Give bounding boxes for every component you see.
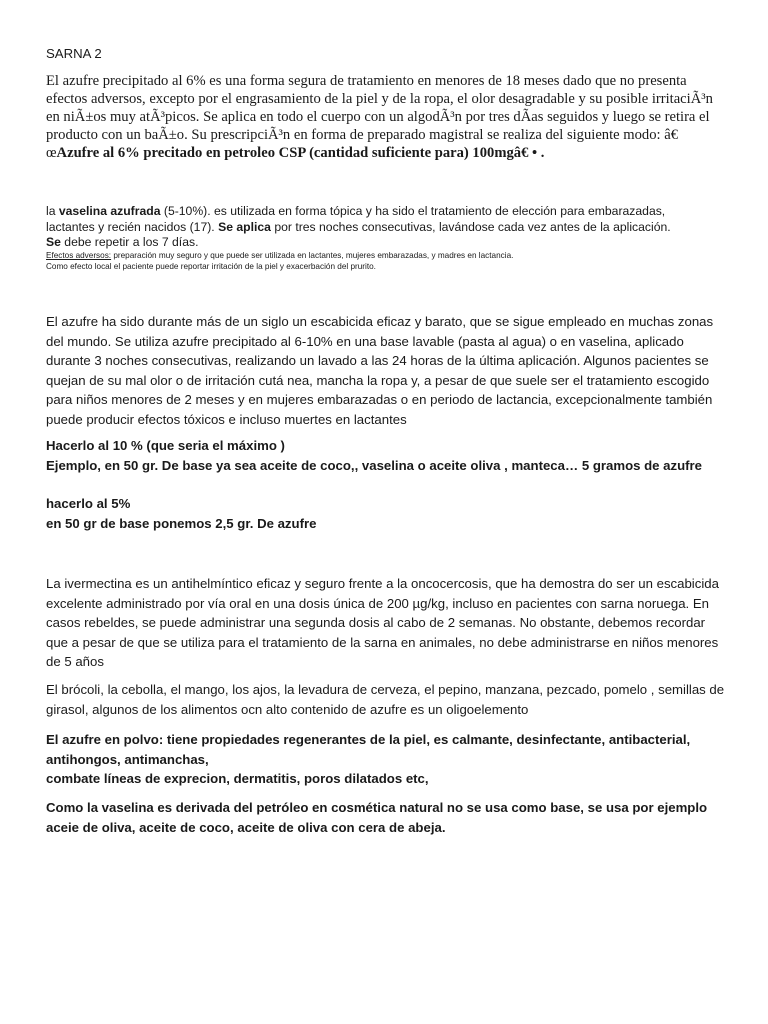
text-run: preparación muy seguro y que puede ser utilizada en lactantes, mujeres embarazadas, y madres en lactancia. (111, 251, 514, 260)
efectos-adversos-line-1 (46, 250, 726, 261)
efectos-adversos-label: Efectos adversos: (46, 251, 112, 260)
text-run: la (46, 204, 59, 218)
text-run-bold: Se (46, 235, 61, 249)
text-run: (5-10%). es utilizada en forma tópica y ha sido el tratamiento de elección para embarazadas, lactantes y recién nacidos (17). (46, 204, 666, 234)
paragraph-azufre-polvo (46, 730, 726, 789)
paragraph-vaselina-petroleo: Como la vaselina es derivada del petróleo en cosmética natural no se usa como base, se usa por ejemplo aceie de oliva, aceite de coco, aceite de oliva con cera de abeja. (46, 800, 708, 835)
text-run-bold: vaselina azufrada (58, 204, 161, 218)
paragraph-hacerlo-10 (46, 436, 726, 475)
text-run: debe repetir a los 7 días. (60, 235, 199, 249)
paragraph-azufre-6-formula: Azufre al 6% precitado en petroleo CSP (cantidad suficiente para) 100mgâ€ • . (56, 145, 545, 161)
paragraph-azufre-6-text: El azufre precipitado al 6% es una forma segura de tratamiento en menores de 18 meses dado que no presenta efectos adversos, excepto por el engrasamiento de la piel y de la ropa, el olor desagradable y su posible irritaciÃ³n en niÃ±os muy atÃ³picos. Se aplica en todo el cuerpo con un algodÃ³n por tres dÃas seguidos y luego se retira el producto con un baÃ±o. Su prescripciÃ³n en forma de preparado magistral se realiza del siguiente modo: â€ œ (46, 73, 713, 161)
hacerlo-5-line-2: en 50 gr de base ponemos 2,5 gr. De azufre (46, 515, 317, 531)
document-title: SARNA 2 (46, 46, 102, 61)
azufre-polvo-line-1: El azufre en polvo: tiene propiedades regenerantes de la piel, es calmante, desinfectante, antibacterial, antihongos, antimanchas, (46, 732, 691, 767)
paragraph-efectos-adversos (46, 250, 726, 272)
paragraph-ivermectina: La ivermectina es un antihelmíntico eficaz y seguro frente a la oncocercosis, que ha demostra do ser un escabicida excelente administrado por vía oral en una dosis única de 200 µg/kg, incluso en pacientes con sarna noruega. En casos rebeldes, se puede administrar una segunda dosis al cabo de 2 semanas. No obstante, debemos recordar que a pesar de que se utiliza para el tratamiento de la sarna en animales, no debe administrarse en niños menores de 5 años (46, 576, 719, 670)
hacerlo-10-line-2: Ejemplo, en 50 gr. De base ya sea aceite de coco,, vaselina o aceite oliva , manteca… 5 gramos de azufre (46, 457, 703, 473)
hacerlo-10-line-1: Hacerlo al 10 % (que seria el máximo ) (46, 438, 285, 453)
text-run: por tres noches consecutivas, lavándose cada vez antes de la aplicación. (270, 219, 671, 234)
hacerlo-5-line-1: hacerlo al 5% (46, 496, 131, 511)
paragraph-escabicida: El azufre ha sido durante más de un siglo un escabicida eficaz y barato, que se sigue empleado en muchas zonas del mundo. Se utiliza azufre precipitado al 6-10% en una base lavable (pasta al agua) o en vaselina, aplicado durante 3 noches consecutivas, realizando un lavado a las 24 horas de la última aplicación. Algunos pacientes se quejan de su mal olor o de irritación cutá nea, mancha la ropa y, a pesar de que suele ser el tratamiento escogido para niños menores de 2 meses y en mujeres embarazadas o en periodo de lactancia, excepcionalmente también puede producir efectos tóxicos e incluso muertes en lactantes (46, 314, 714, 427)
paragraph-vaselina-azufrada (46, 204, 686, 251)
efectos-adversos-line-2: Como efecto local el paciente puede reportar irritación de la piel y exacerbación del prurito. (46, 262, 376, 271)
paragraph-azufre-6 (46, 72, 718, 162)
text-run-bold: Se aplica (218, 219, 271, 234)
paragraph-alimentos-azufre: El brócoli, la cebolla, el mango, los ajos, la levadura de cerveza, el pepino, manzana, pezcado, pomelo , semillas de girasol, algunos de los alimentos ocn alto contenido de azufre es un oligoelemento (46, 682, 725, 717)
azufre-polvo-line-2: combate líneas de exprecion, dermatitis, poros dilatados etc, (46, 771, 429, 787)
paragraph-hacerlo-5 (46, 494, 726, 533)
